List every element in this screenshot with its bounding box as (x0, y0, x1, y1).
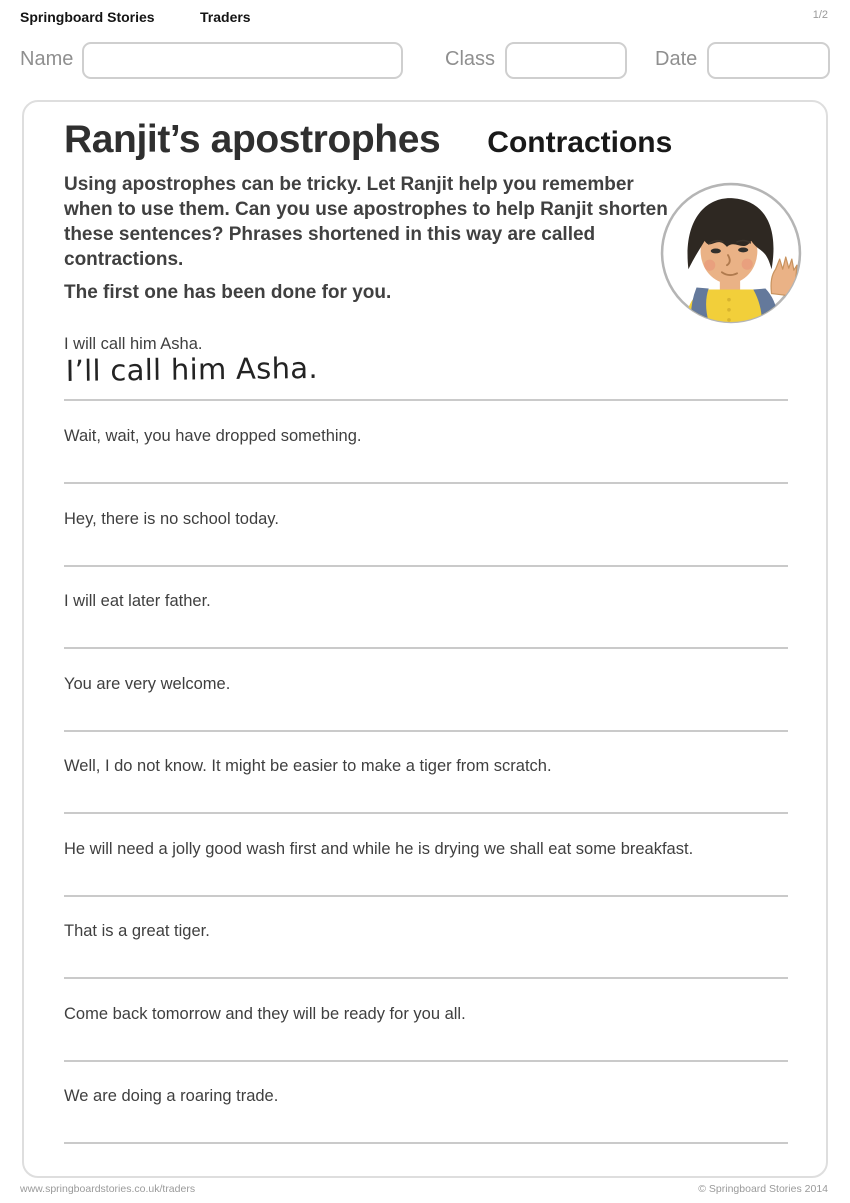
question-item (64, 840, 788, 923)
name-label: Name (20, 48, 74, 70)
class-label: Class (445, 48, 496, 70)
answer-line[interactable] (64, 1060, 788, 1062)
answer-line[interactable] (64, 730, 788, 732)
answer-line[interactable] (64, 565, 788, 567)
answer-line[interactable] (64, 482, 788, 484)
example-sentence: I will call him Asha. (64, 335, 203, 353)
answer-line[interactable] (64, 812, 788, 814)
footer-copyright: © Springboard Stories 2014 (698, 1183, 828, 1195)
answer-line[interactable] (64, 895, 788, 897)
question-item (64, 427, 788, 510)
date-label: Date (655, 48, 698, 70)
example-item (64, 335, 788, 405)
ranjit-portrait (658, 180, 804, 326)
brand-name: Springboard Stories (20, 9, 155, 25)
instructions-text: Using apostrophes can be tricky. Let Ranjit help you remember when to use them. Can you use apostrophes to help Ranjit shorten these sentences? Phrases shortened in this way are called contractions. (64, 174, 668, 270)
page-title: Ranjit’s apostrophes (64, 118, 441, 161)
question-item (64, 757, 788, 840)
question-item (64, 922, 788, 1005)
question-item (64, 675, 788, 758)
worksheet-card (22, 100, 828, 1178)
example-note: The first one has been done for you. (64, 282, 392, 303)
story-topic: Traders (200, 9, 251, 25)
question-item (64, 1087, 788, 1170)
question-item (64, 592, 788, 675)
ranjit-illustration (658, 180, 804, 326)
answer-line[interactable] (64, 647, 788, 649)
page-subtitle: Contractions (487, 126, 673, 159)
question-sentence: You are very welcome. (64, 674, 231, 693)
question-sentence: Well, I do not know. It might be easier to make a tiger from scratch. (64, 757, 552, 775)
question-item (64, 510, 788, 593)
question-sentence: Hey, there is no school today. (64, 509, 279, 528)
class-input[interactable] (505, 42, 627, 79)
question-sentence: I will eat later father. (64, 592, 211, 610)
question-sentence: We are doing a roaring trade. (64, 1087, 279, 1105)
name-input[interactable] (82, 42, 403, 79)
date-input[interactable] (707, 42, 830, 79)
answer-line[interactable] (64, 399, 788, 401)
example-answer-handwriting: I’ll call him Asha. (65, 350, 319, 388)
page-number: 1/2 (812, 9, 828, 21)
question-sentence: Wait, wait, you have dropped something. (64, 427, 362, 445)
footer-url: www.springboardstories.co.uk/traders (20, 1183, 196, 1195)
question-sentence: He will need a jolly good wash first and while he is drying we shall eat some breakfast. (64, 839, 694, 858)
answer-line[interactable] (64, 977, 788, 979)
answer-line[interactable] (64, 1142, 788, 1144)
question-sentence: That is a great tiger. (64, 922, 210, 940)
title-row (64, 118, 672, 162)
question-list (64, 427, 788, 1170)
page-footer (20, 1183, 828, 1195)
question-item (64, 1005, 788, 1088)
question-sentence: Come back tomorrow and they will be ready for you all. (64, 1004, 466, 1023)
